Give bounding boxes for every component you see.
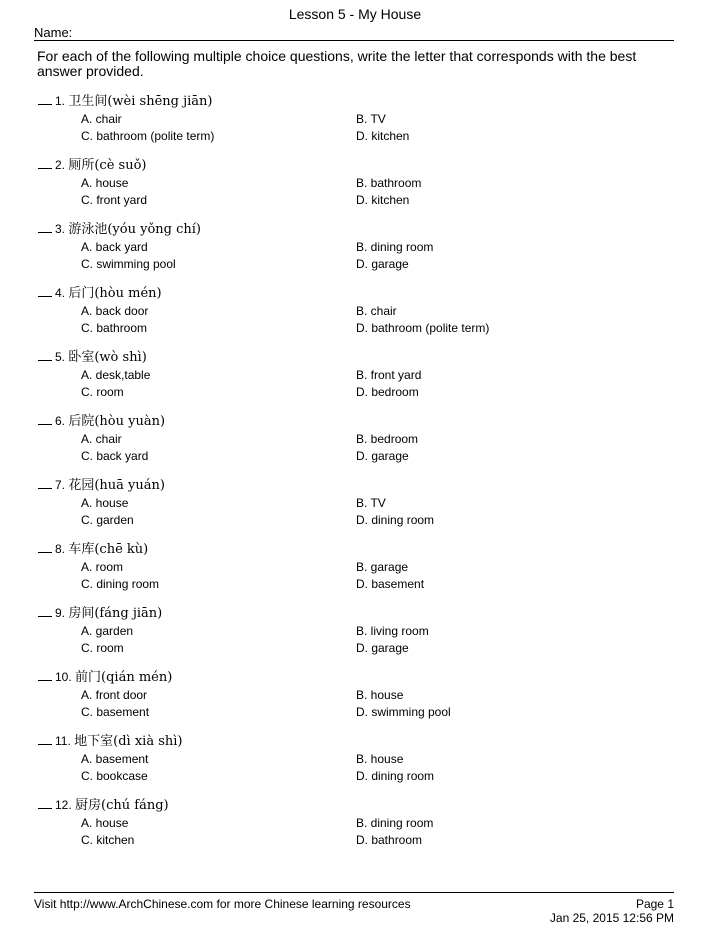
question-heading	[38, 670, 172, 685]
question-number: 5.	[55, 350, 66, 364]
question-item	[38, 542, 678, 602]
question-item	[38, 158, 678, 218]
option-a: A. back yard	[81, 240, 148, 254]
question-number: 3.	[55, 222, 66, 236]
question-heading	[38, 222, 201, 237]
question-term: 卫生间(wèi shēng jiān)	[68, 94, 213, 109]
option-b: B. house	[356, 752, 404, 766]
answer-blank[interactable]	[38, 159, 52, 169]
option-d: D. dining room	[356, 513, 435, 527]
question-term: 后门(hòu mén)	[68, 286, 162, 301]
option-c: C. back yard	[81, 449, 149, 463]
option-a: A. house	[81, 816, 129, 830]
option-d: D. garage	[356, 257, 409, 271]
option-a: A. front door	[81, 688, 148, 702]
question-number: 10.	[55, 670, 72, 684]
option-d: D. bathroom	[356, 833, 423, 847]
question-number: 4.	[55, 286, 66, 300]
option-d: D. bedroom	[356, 385, 419, 399]
question-item	[38, 414, 678, 474]
option-d: D. basement	[356, 577, 425, 591]
answer-blank[interactable]	[38, 735, 52, 745]
option-a: A. room	[81, 560, 124, 574]
answer-blank[interactable]	[38, 479, 52, 489]
question-term: 后院(hòu yuàn)	[68, 414, 166, 429]
answer-blank[interactable]	[38, 223, 52, 233]
question-heading	[38, 414, 165, 429]
question-heading	[38, 286, 162, 301]
option-d: D. bathroom (polite term)	[356, 321, 490, 335]
question-term: 厕所(cè suǒ)	[68, 158, 147, 173]
question-item	[38, 478, 678, 538]
option-c: C. room	[81, 385, 124, 399]
option-c: C. dining room	[81, 577, 160, 591]
question-heading	[38, 542, 148, 557]
answer-blank[interactable]	[38, 287, 52, 297]
answer-blank[interactable]	[38, 799, 52, 809]
option-c: C. front yard	[81, 193, 148, 207]
option-d: D. swimming pool	[356, 705, 451, 719]
question-term: 前门(qián mén)	[75, 670, 173, 685]
option-b: B. chair	[356, 304, 397, 318]
question-number: 8.	[55, 542, 66, 556]
question-item	[38, 222, 678, 282]
option-a: A. desk,table	[81, 368, 151, 382]
question-term: 厨房(chú fáng)	[75, 798, 169, 813]
option-d: D. garage	[356, 641, 409, 655]
question-term: 地下室(dì xià shì)	[74, 734, 183, 749]
option-c: C. garden	[81, 513, 134, 527]
answer-blank[interactable]	[38, 607, 52, 617]
question-number: 9.	[55, 606, 66, 620]
question-item	[38, 350, 678, 410]
question-term: 游泳池(yóu yǒng chí)	[68, 222, 201, 237]
option-a: A. back door	[81, 304, 149, 318]
option-d: D. garage	[356, 449, 409, 463]
answer-blank[interactable]	[38, 671, 52, 681]
option-a: A. garden	[81, 624, 134, 638]
option-a: A. house	[81, 496, 129, 510]
answer-blank[interactable]	[38, 415, 52, 425]
question-term: 房间(fáng jiān)	[68, 606, 163, 621]
option-c: C. bathroom	[81, 321, 148, 335]
question-item	[38, 94, 678, 154]
option-b: B. bathroom	[356, 176, 422, 190]
question-number: 6.	[55, 414, 66, 428]
answer-blank[interactable]	[38, 543, 52, 553]
question-number: 7.	[55, 478, 66, 492]
question-item	[38, 670, 678, 730]
option-d: D. dining room	[356, 769, 435, 783]
option-b: B. front yard	[356, 368, 422, 382]
question-number: 12.	[55, 798, 72, 812]
option-b: B. TV	[356, 112, 386, 126]
question-heading	[38, 478, 165, 493]
answer-blank[interactable]	[38, 351, 52, 361]
question-term: 花园(huā yuán)	[68, 478, 165, 493]
page-title: Lesson 5 - My House	[288, 6, 422, 22]
question-heading	[38, 158, 146, 173]
option-a: A. basement	[81, 752, 149, 766]
answer-blank[interactable]	[38, 95, 52, 105]
header-divider	[34, 40, 674, 41]
question-number: 2.	[55, 158, 66, 172]
option-c: C. basement	[81, 705, 150, 719]
option-a: A. house	[81, 176, 129, 190]
option-c: C. bookcase	[81, 769, 148, 783]
option-c: C. room	[81, 641, 124, 655]
option-c: C. kitchen	[81, 833, 135, 847]
footer-link[interactable]: Visit http://www.ArchChinese.com for more Chinese learning resources	[34, 897, 411, 911]
question-item	[38, 798, 678, 858]
question-heading	[38, 350, 147, 365]
option-b: B. house	[356, 688, 404, 702]
option-d: D. kitchen	[356, 129, 410, 143]
question-item	[38, 286, 678, 346]
option-b: B. bedroom	[356, 432, 419, 446]
option-b: B. TV	[356, 496, 386, 510]
question-heading	[38, 734, 182, 749]
question-heading	[38, 798, 169, 813]
option-d: D. kitchen	[356, 193, 410, 207]
option-b: B. dining room	[356, 816, 434, 830]
question-item	[38, 734, 678, 794]
option-b: B. living room	[356, 624, 429, 638]
page-number: Page 1	[635, 897, 674, 911]
question-number: 1.	[55, 94, 66, 108]
name-label: Name:	[34, 25, 73, 40]
question-heading	[38, 94, 213, 109]
option-a: A. chair	[81, 112, 122, 126]
question-term: 卧室(wò shì)	[68, 350, 147, 365]
footer-divider	[34, 892, 674, 893]
question-heading	[38, 606, 162, 621]
option-b: B. garage	[356, 560, 409, 574]
question-item	[38, 606, 678, 666]
question-number: 11.	[55, 734, 71, 748]
option-c: C. bathroom (polite term)	[81, 129, 215, 143]
instructions: For each of the following multiple choice questions, write the letter that corresponds with the best answer provided.	[37, 48, 637, 79]
print-date: Jan 25, 2015 12:56 PM	[549, 911, 674, 925]
option-a: A. chair	[81, 432, 122, 446]
option-b: B. dining room	[356, 240, 434, 254]
question-term: 车库(chē kù)	[68, 542, 149, 557]
option-c: C. swimming pool	[81, 257, 176, 271]
